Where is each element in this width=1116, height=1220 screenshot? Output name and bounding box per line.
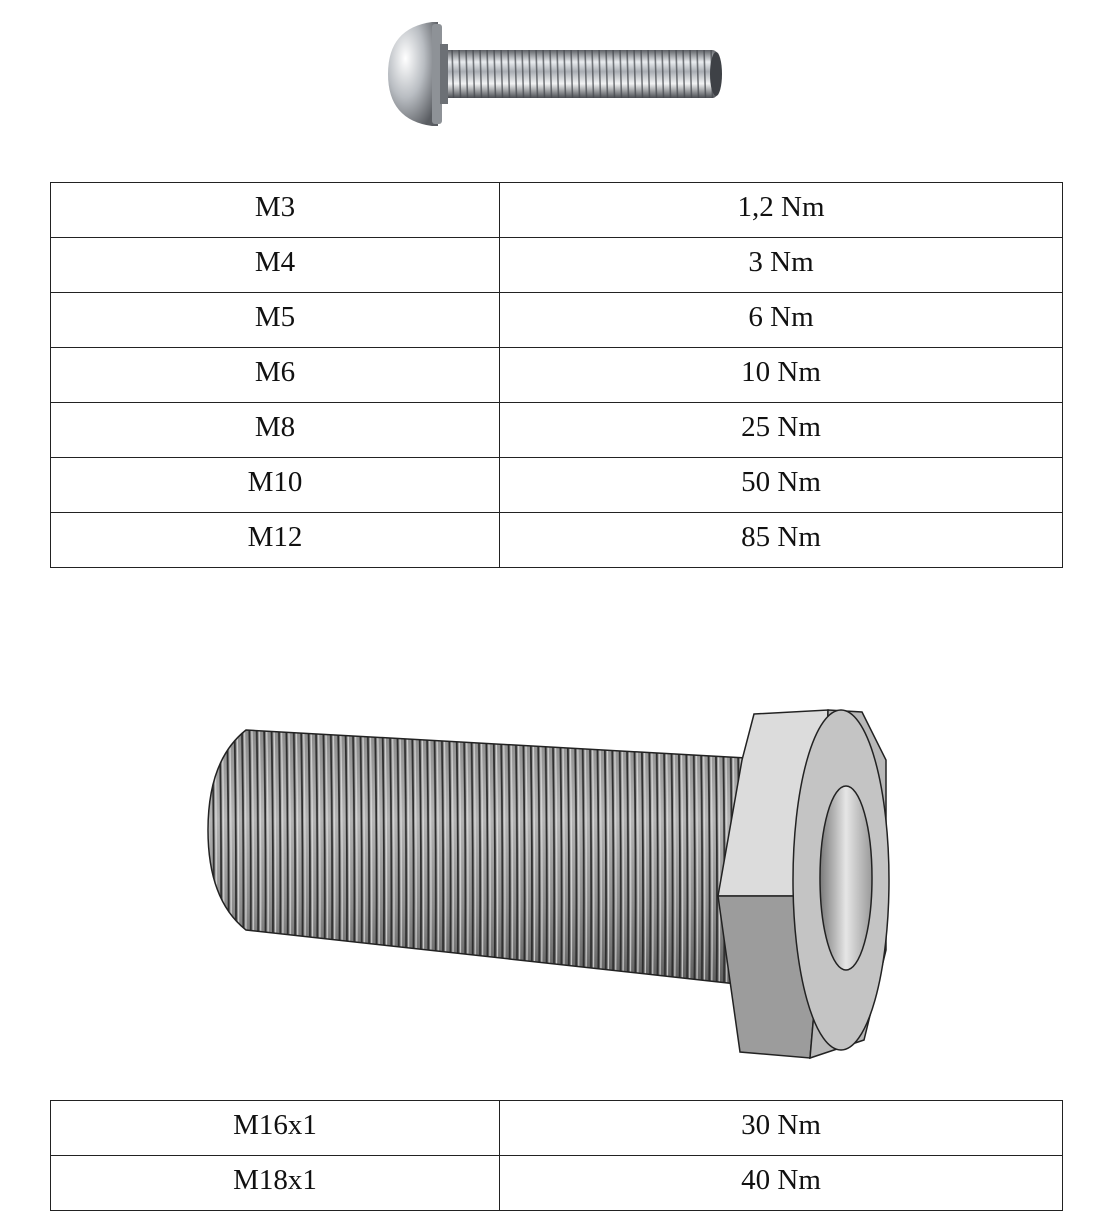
table-row (51, 1101, 1063, 1156)
thread-size-cell: M12 (51, 513, 500, 568)
thread-size-cell: M6 (51, 348, 500, 403)
torque-value-cell: 3 Nm (500, 238, 1063, 293)
table-row (51, 293, 1063, 348)
torque-value-cell: 25 Nm (500, 403, 1063, 458)
hex-bolt-image (196, 700, 896, 1072)
torque-value-cell: 1,2 Nm (500, 183, 1063, 238)
torque-value-cell: 6 Nm (500, 293, 1063, 348)
table-row (51, 1156, 1063, 1211)
table-row (51, 403, 1063, 458)
torque-value-cell: 40 Nm (500, 1156, 1063, 1211)
thread-size-cell: M5 (51, 293, 500, 348)
thread-size-cell: M3 (51, 183, 500, 238)
table-row (51, 348, 1063, 403)
thread-size-cell: M16x1 (51, 1101, 500, 1156)
torque-value-cell: 85 Nm (500, 513, 1063, 568)
torque-value-cell: 50 Nm (500, 458, 1063, 513)
table-row (51, 458, 1063, 513)
torque-value-cell: 10 Nm (500, 348, 1063, 403)
thread-size-cell: M4 (51, 238, 500, 293)
table-row (51, 513, 1063, 568)
button-head-screw-image (380, 14, 730, 132)
thread-size-cell: M18x1 (51, 1156, 500, 1211)
table-row (51, 238, 1063, 293)
table-row (51, 183, 1063, 238)
torque-table-fine (50, 1100, 1063, 1211)
thread-size-cell: M8 (51, 403, 500, 458)
thread-size-cell: M10 (51, 458, 500, 513)
torque-table-coarse (50, 182, 1063, 568)
torque-value-cell: 30 Nm (500, 1101, 1063, 1156)
